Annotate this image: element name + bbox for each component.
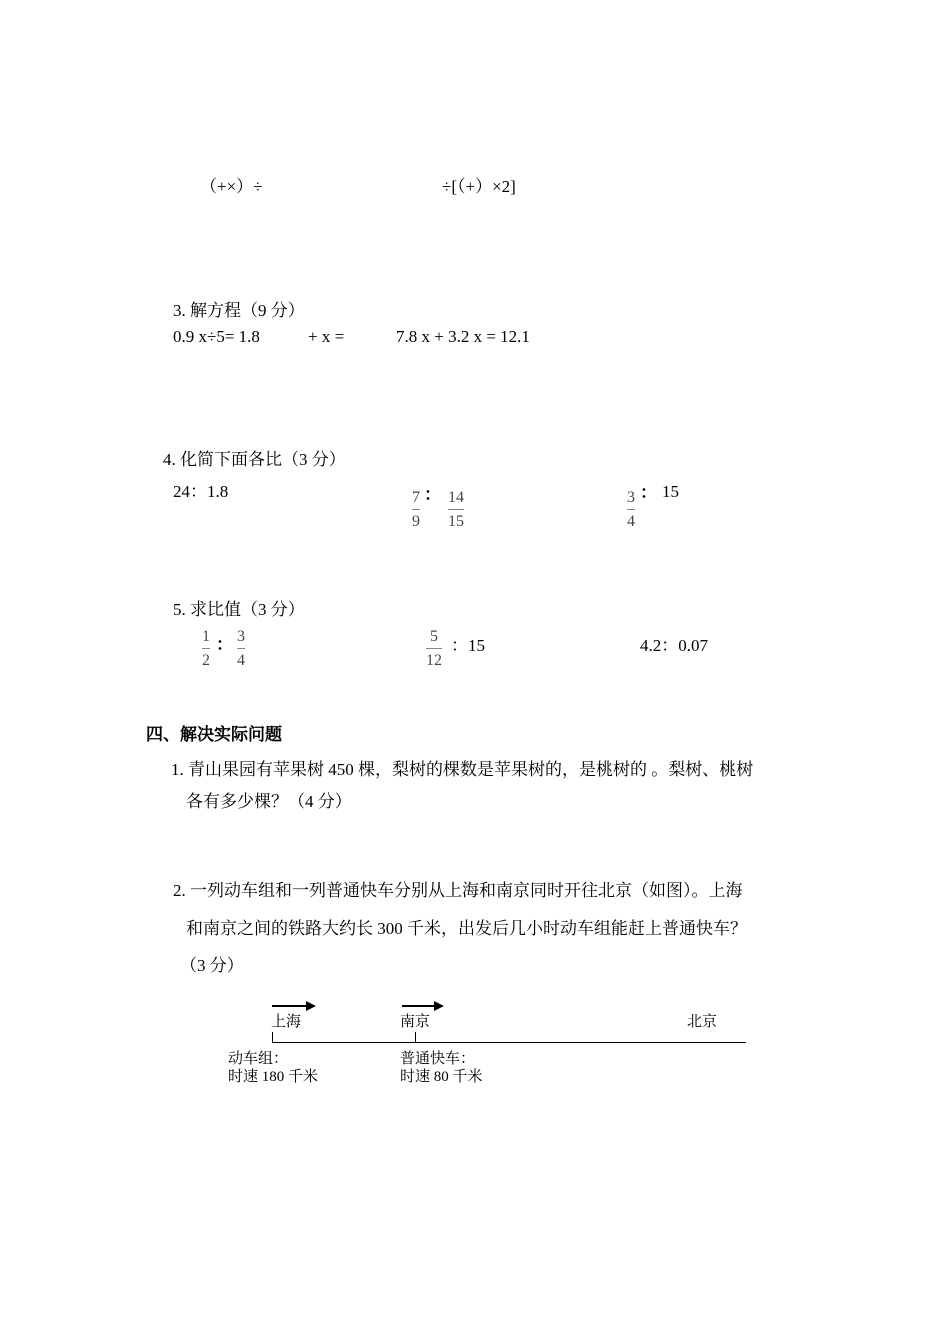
q5-item-3: 4.2：0.07 — [640, 636, 708, 655]
label-shanghai: 上海 — [271, 1014, 302, 1030]
q5-item1-colon: ： — [216, 635, 233, 654]
nanjing-tick — [415, 1032, 416, 1043]
label-beijing: 北京 — [687, 1014, 718, 1030]
q3-title: 3. 解方程（9 分） — [173, 301, 305, 320]
label-nanjing: 南京 — [400, 1014, 431, 1030]
denominator: 15 — [448, 513, 464, 530]
fraction-bar — [237, 648, 245, 649]
q5-title: 5. 求比值（3 分） — [173, 600, 305, 619]
q5-item1-fraction-2 — [237, 629, 245, 669]
railway-line — [272, 1042, 746, 1043]
q5-item2-tail: ：15 — [451, 636, 485, 655]
denominator: 4 — [237, 652, 245, 669]
shanghai-arrow-line — [272, 1005, 308, 1007]
q3-equation-3: 7.8 x + 3.2 x = 12.1 — [396, 327, 530, 346]
shanghai-arrow-head-icon — [306, 1001, 316, 1011]
q4-item2-colon: ： — [424, 485, 441, 504]
fraction-bar — [202, 648, 210, 649]
numerator: 3 — [627, 489, 635, 506]
numerator: 1 — [202, 628, 210, 645]
problem-1-line-1: 1. 青山果园有苹果树 450 棵，梨树的棵数是苹果树的，是桃树的 。梨树、桃树 — [171, 760, 754, 779]
train-1-name: 动车组： — [228, 1051, 289, 1067]
problem-2-line-3: （3 分） — [180, 956, 244, 975]
nanjing-arrow-head-icon — [434, 1001, 444, 1011]
shanghai-tick — [272, 1032, 273, 1043]
problem-1-line-2: 各有多少棵？（4 分） — [186, 792, 352, 811]
q4-item-1: 24：1.8 — [173, 482, 229, 501]
denominator: 2 — [202, 652, 210, 669]
q5-item1-fraction-1 — [202, 629, 210, 669]
q3-equation-2: + x = — [308, 327, 345, 346]
q4-item2-fraction-1 — [412, 490, 420, 530]
expression-b: ÷[（+）×2] — [442, 177, 516, 196]
q4-item3-fraction — [627, 490, 635, 530]
train-2-name: 普通快车： — [400, 1051, 476, 1067]
numerator: 3 — [237, 628, 245, 645]
q4-item3-colon: ： — [640, 483, 657, 502]
train-2-speed: 时速 80 千米 — [400, 1069, 483, 1085]
fraction-bar — [448, 509, 464, 510]
section-4-heading: 四、解决实际问题 — [146, 725, 282, 744]
denominator: 9 — [412, 513, 420, 530]
numerator: 14 — [448, 489, 464, 506]
numerator: 7 — [412, 489, 420, 506]
q3-equation-1: 0.9 x÷5= 1.8 — [173, 327, 260, 346]
problem-2-line-2: 和南京之间的铁路大约长 300 千米，出发后几小时动车组能赶上普通快车？ — [186, 919, 747, 938]
denominator: 12 — [426, 652, 442, 669]
fraction-bar — [426, 648, 442, 649]
fraction-bar — [627, 509, 635, 510]
q4-item3-tail: 15 — [662, 482, 679, 501]
expression-a: （+×）÷ — [200, 177, 263, 196]
numerator: 5 — [430, 628, 438, 645]
problem-2-line-1: 2. 一列动车组和一列普通快车分别从上海和南京同时开往北京（如图）。上海 — [173, 881, 743, 900]
fraction-bar — [412, 509, 420, 510]
q4-title: 4. 化简下面各比（3 分） — [163, 450, 346, 469]
denominator: 4 — [627, 513, 635, 530]
q4-item2-fraction-2 — [448, 490, 464, 530]
q5-item2-fraction — [426, 629, 442, 669]
nanjing-arrow-line — [402, 1005, 436, 1007]
train-1-speed: 时速 180 千米 — [228, 1069, 319, 1085]
